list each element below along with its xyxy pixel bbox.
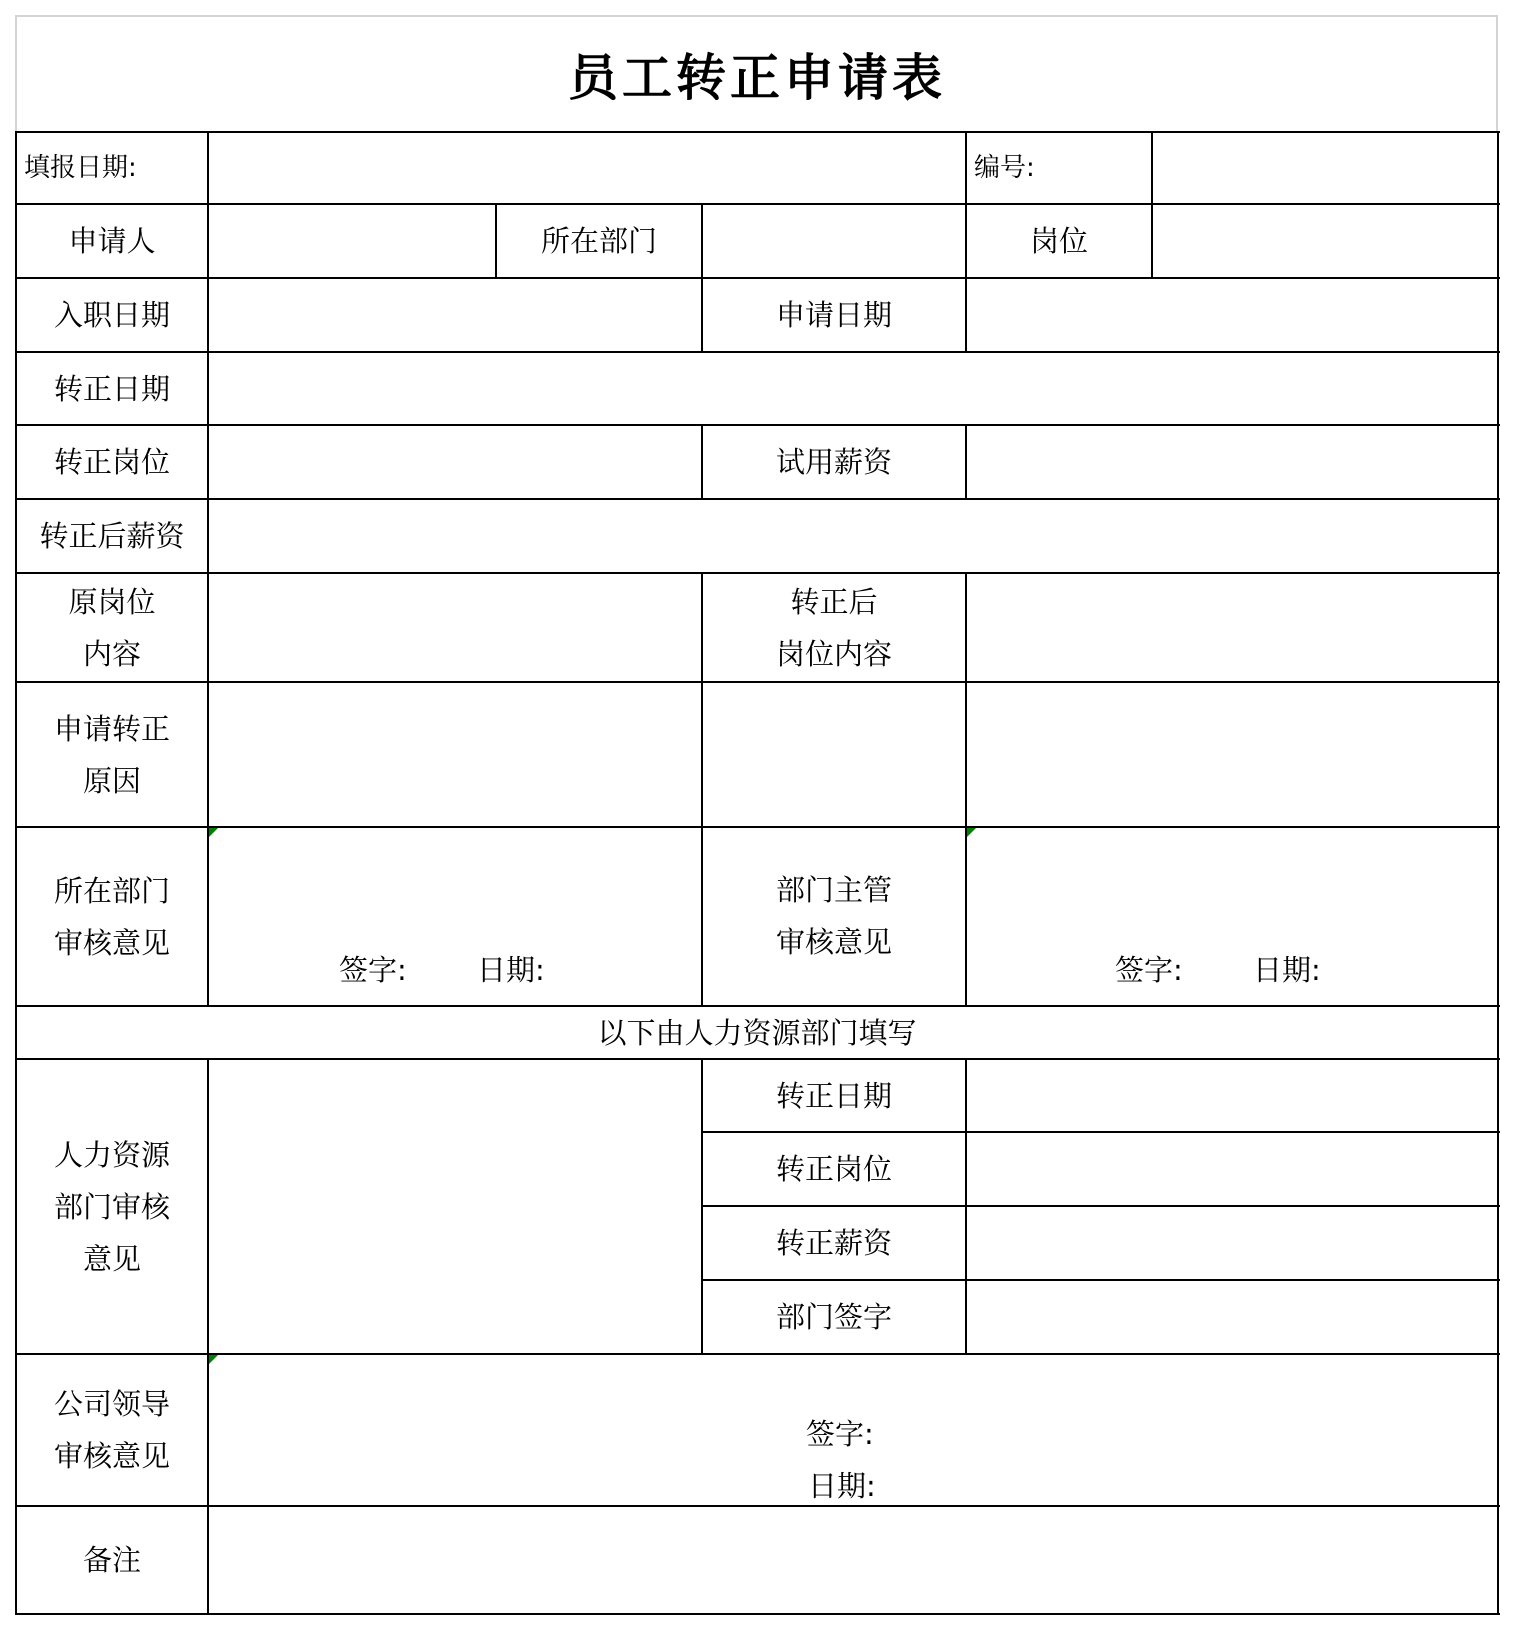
hr-dept-signature-label: 部门签字 bbox=[775, 1300, 892, 1334]
label-line: 意见 bbox=[82, 1241, 141, 1276]
comment-marker-icon bbox=[209, 828, 218, 837]
comment-marker-icon bbox=[209, 1355, 218, 1364]
regularization-date-label: 转正日期 bbox=[53, 371, 170, 406]
label-line: 部门主管 bbox=[775, 873, 892, 907]
comment-marker-icon bbox=[967, 828, 976, 837]
supervisor-opinion-label bbox=[703, 828, 965, 1005]
label-line: 内容 bbox=[82, 636, 141, 671]
label-line: 审核意见 bbox=[775, 925, 892, 959]
hr-opinion-label bbox=[17, 1060, 207, 1353]
apply-date-field[interactable] bbox=[967, 279, 1497, 351]
remarks-field[interactable] bbox=[209, 1507, 1497, 1613]
serial-no-label: 编号: bbox=[974, 153, 1035, 183]
label-line: 转正后 bbox=[790, 584, 878, 619]
hire-date-label: 入职日期 bbox=[53, 298, 170, 332]
department-label: 所在部门 bbox=[540, 224, 657, 258]
post-regularization-salary-label: 转正后薪资 bbox=[39, 519, 185, 553]
hr-dept-signature-field[interactable] bbox=[967, 1281, 1497, 1353]
hr-opinion-field[interactable] bbox=[209, 1060, 701, 1353]
probation-salary-field[interactable] bbox=[967, 426, 1497, 498]
probation-salary-label: 试用薪资 bbox=[775, 445, 892, 479]
label-line: 原岗位 bbox=[68, 584, 156, 619]
hr-section-banner: 以下由人力资源部门填写 bbox=[597, 1015, 917, 1050]
hire-date-field[interactable] bbox=[209, 279, 701, 351]
label-line: 原因 bbox=[82, 763, 141, 798]
fill-date-label: 填报日期: bbox=[24, 153, 137, 183]
label-line: 岗位内容 bbox=[775, 636, 892, 671]
new-duties-field[interactable] bbox=[967, 574, 1497, 681]
position-field[interactable] bbox=[1153, 205, 1497, 277]
applicant-label: 申请人 bbox=[68, 224, 156, 258]
leader-date-label: 日期: bbox=[808, 1469, 876, 1503]
label-line: 申请转正 bbox=[53, 711, 170, 746]
hr-regularization-date-label: 转正日期 bbox=[775, 1078, 892, 1113]
regularization-position-field[interactable] bbox=[209, 426, 701, 498]
leader-signature-label: 签字: bbox=[806, 1417, 874, 1451]
original-duties-label bbox=[17, 574, 207, 681]
supervisor-opinion-field[interactable] bbox=[967, 828, 1497, 1005]
label-line: 审核意见 bbox=[53, 925, 170, 960]
fill-date-field[interactable] bbox=[209, 133, 965, 203]
hr-regularization-salary-field[interactable] bbox=[967, 1207, 1497, 1279]
applicant-field[interactable] bbox=[209, 205, 495, 277]
dept-date-label: 日期: bbox=[477, 953, 545, 987]
regularization-position-label: 转正岗位 bbox=[53, 445, 170, 479]
label-line: 所在部门 bbox=[53, 873, 170, 908]
dept-signature-label: 签字: bbox=[339, 953, 407, 987]
hr-regularization-position-label: 转正岗位 bbox=[775, 1152, 892, 1186]
supervisor-signature-label: 签字: bbox=[1115, 953, 1183, 987]
form-title: 员工转正申请表 bbox=[568, 49, 946, 107]
dept-opinion-field[interactable] bbox=[209, 828, 701, 1005]
dept-opinion-label bbox=[17, 828, 207, 1005]
hr-regularization-salary-label: 转正薪资 bbox=[775, 1226, 892, 1260]
apply-date-label: 申请日期 bbox=[775, 298, 892, 332]
post-regularization-salary-field[interactable] bbox=[209, 500, 1497, 572]
reason-field[interactable] bbox=[209, 683, 1497, 826]
regularization-date-field[interactable] bbox=[209, 353, 1497, 424]
supervisor-date-label: 日期: bbox=[1253, 953, 1321, 987]
label-line: 人力资源 bbox=[53, 1137, 170, 1172]
label-line: 审核意见 bbox=[53, 1439, 170, 1473]
label-line: 部门审核 bbox=[53, 1189, 170, 1224]
grid-line bbox=[1497, 131, 1499, 1615]
remarks-label: 备注 bbox=[82, 1543, 141, 1577]
serial-no-field[interactable] bbox=[1153, 133, 1497, 203]
original-duties-field[interactable] bbox=[209, 574, 701, 681]
hr-regularization-date-field[interactable] bbox=[967, 1060, 1497, 1131]
position-label: 岗位 bbox=[1029, 224, 1088, 258]
label-line: 公司领导 bbox=[53, 1387, 170, 1421]
new-duties-label bbox=[703, 574, 965, 681]
department-field[interactable] bbox=[703, 205, 965, 277]
leader-opinion-label bbox=[17, 1355, 207, 1505]
hr-regularization-position-field[interactable] bbox=[967, 1133, 1497, 1205]
reason-label bbox=[17, 683, 207, 826]
grid-line bbox=[16, 1613, 1500, 1615]
